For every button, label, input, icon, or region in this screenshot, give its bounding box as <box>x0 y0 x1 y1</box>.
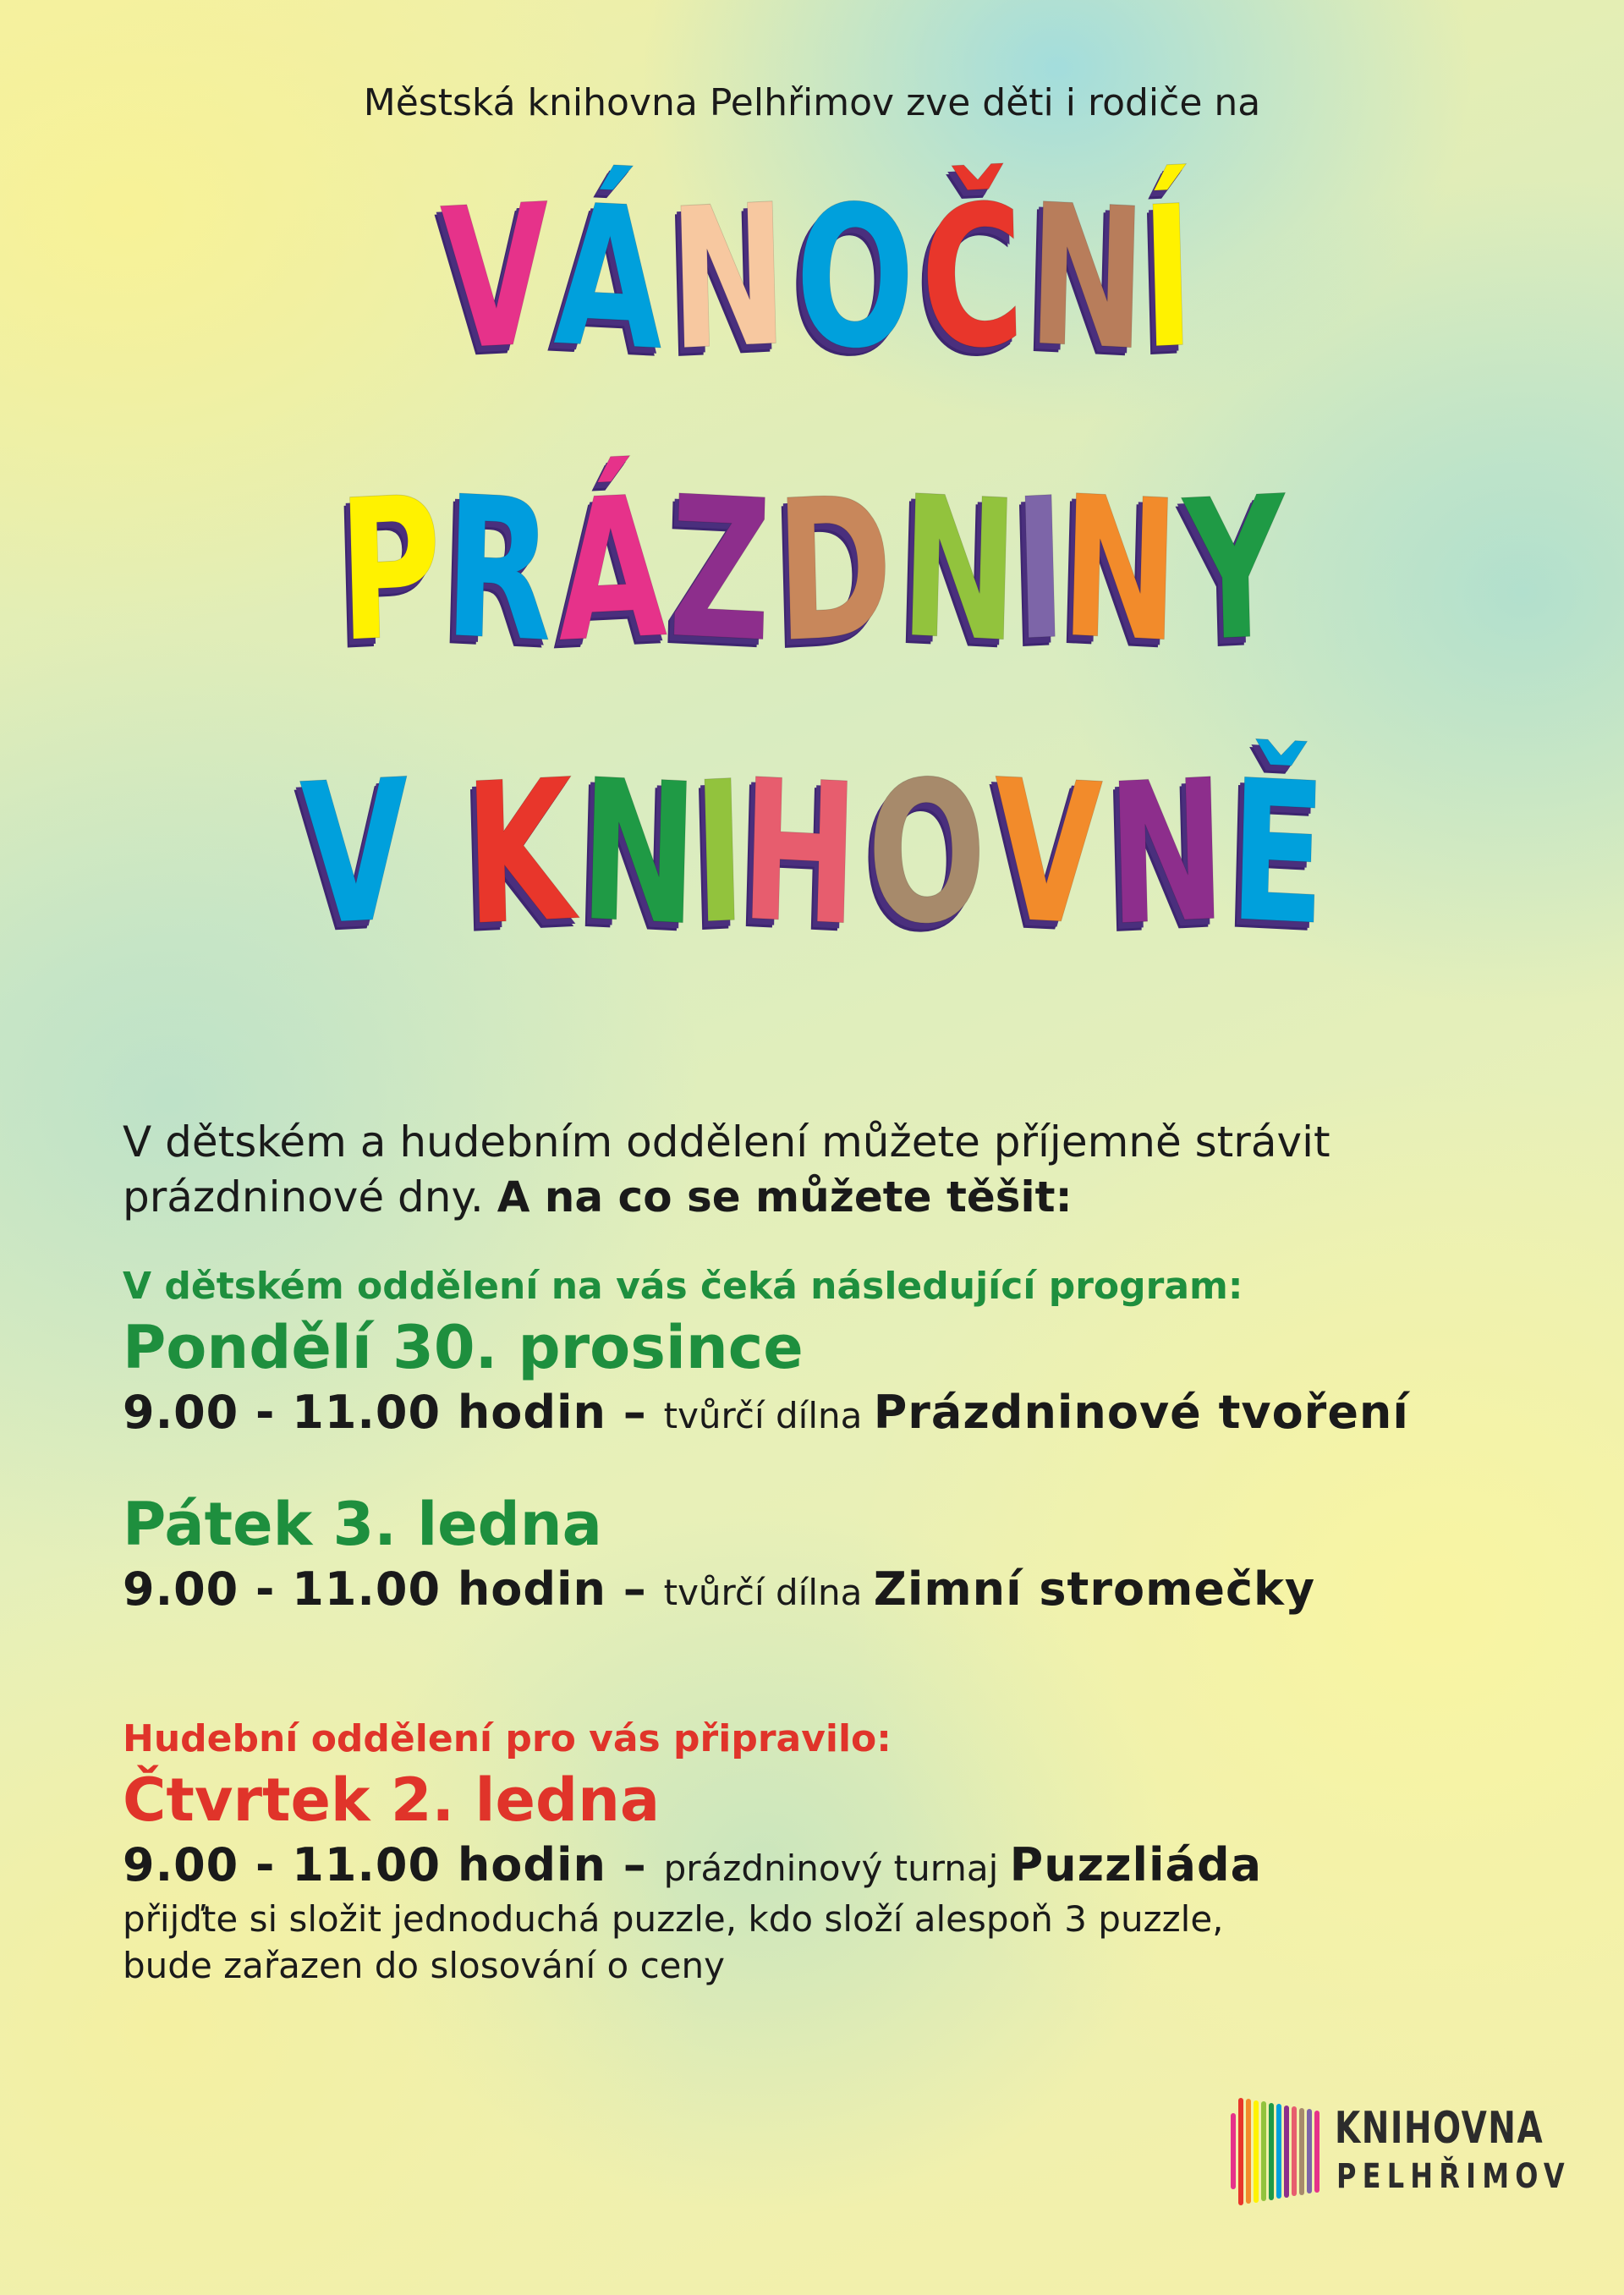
library-logo <box>1231 2096 1571 2206</box>
title-letter: N <box>897 454 1021 687</box>
children-section-heading: V dětském oddělení na vás čeká následující program: <box>123 1265 1243 1308</box>
logo-bar <box>1299 2108 1304 2195</box>
children-section <box>123 1265 1561 1616</box>
event-name: Zimní stromečky <box>873 1562 1316 1616</box>
title-letter: O <box>793 162 918 395</box>
title-letter: Á <box>551 162 666 395</box>
event-time: 9.00 - 11.00 hodin – <box>123 1562 664 1616</box>
logo-bar <box>1284 2106 1289 2198</box>
event-name: Prázdninové tvoření <box>873 1386 1409 1439</box>
event-date: Čtvrtek 2. ledna <box>123 1765 661 1835</box>
music-section-heading: Hudební oddělení pro vás připravilo: <box>123 1717 892 1760</box>
event-note-line-2: bude zařazen do slosování o ceny <box>123 1944 725 1986</box>
title-letter: Á <box>555 454 669 687</box>
title-letter: V <box>990 738 1105 970</box>
title-letter: H <box>738 738 862 970</box>
title-letter: N <box>1106 738 1229 970</box>
logo-bar <box>1238 2098 1243 2205</box>
title-letter: N <box>1026 162 1149 395</box>
music-section <box>123 1717 1561 1989</box>
event-note-line-1: přijďte si složit jednoduchá puzzle, kdo složí alespoň 3 puzzle, <box>123 1898 1224 1940</box>
title-letter: V <box>298 738 413 970</box>
event-time: 9.00 - 11.00 hodin – <box>123 1838 664 1891</box>
event-name: Puzzliáda <box>1009 1838 1263 1891</box>
event-kind: tvůrčí dílna <box>663 1572 874 1613</box>
event-line <box>123 1386 1561 1439</box>
title-letter: Y <box>1181 455 1289 686</box>
event-date: Pondělí 30. prosince <box>123 1313 804 1382</box>
logo-bar <box>1269 2103 1274 2200</box>
event-kind: tvůrčí dílna <box>663 1395 874 1436</box>
title-letter: P <box>335 455 445 686</box>
title-line-1 <box>0 162 1624 395</box>
title-letter: K <box>462 738 577 970</box>
title-letter: O <box>864 738 990 970</box>
logo-bars-icon <box>1231 2096 1324 2206</box>
logo-bar <box>1261 2101 1266 2201</box>
title-letter: Č <box>917 163 1027 394</box>
title-letter: Ě <box>1226 738 1329 969</box>
intro-text: V dětském a hudebním oddělení můžete příjemně strávit prázdninové dny. <box>123 1117 1330 1222</box>
event-date: Pátek 3. ledna <box>123 1490 602 1559</box>
event-line <box>123 1562 1561 1616</box>
title-letter: Z <box>667 455 775 686</box>
event-time: 9.00 - 11.00 hodin – <box>123 1386 664 1439</box>
intro-bold-text: A na co se můžete těšit: <box>497 1172 1073 1222</box>
logo-bar <box>1307 2109 1312 2193</box>
logo-bar <box>1231 2113 1236 2189</box>
title-letter: Í <box>1138 164 1197 393</box>
title-letter: D <box>773 454 896 687</box>
intro-line: Městská knihovna Pelhřimov zve děti i rodiče na <box>363 81 1261 124</box>
logo-bar <box>1254 2100 1259 2203</box>
title-line-3 <box>0 738 1624 970</box>
title-letter: N <box>1058 454 1182 687</box>
logo-text-knihovna: KNIHOVNA <box>1335 2103 1544 2154</box>
title-letter: V <box>438 162 552 395</box>
title-letter: I <box>690 739 749 969</box>
event-kind: prázdninový turnaj <box>663 1848 1010 1889</box>
event-line <box>123 1838 1561 1891</box>
logo-bar <box>1314 2111 1320 2193</box>
title-letter: N <box>577 738 701 970</box>
title-letter: N <box>667 162 790 395</box>
title-line-2 <box>0 454 1624 687</box>
title-letter: R <box>442 454 556 687</box>
logo-text-pelhrimov: PELHŘIMOV <box>1336 2157 1571 2196</box>
logo-bar <box>1276 2104 1281 2199</box>
logo-bar <box>1292 2106 1297 2196</box>
intro-paragraph <box>123 1115 1561 1225</box>
title-letter: I <box>1011 456 1069 685</box>
logo-bar <box>1246 2099 1251 2204</box>
